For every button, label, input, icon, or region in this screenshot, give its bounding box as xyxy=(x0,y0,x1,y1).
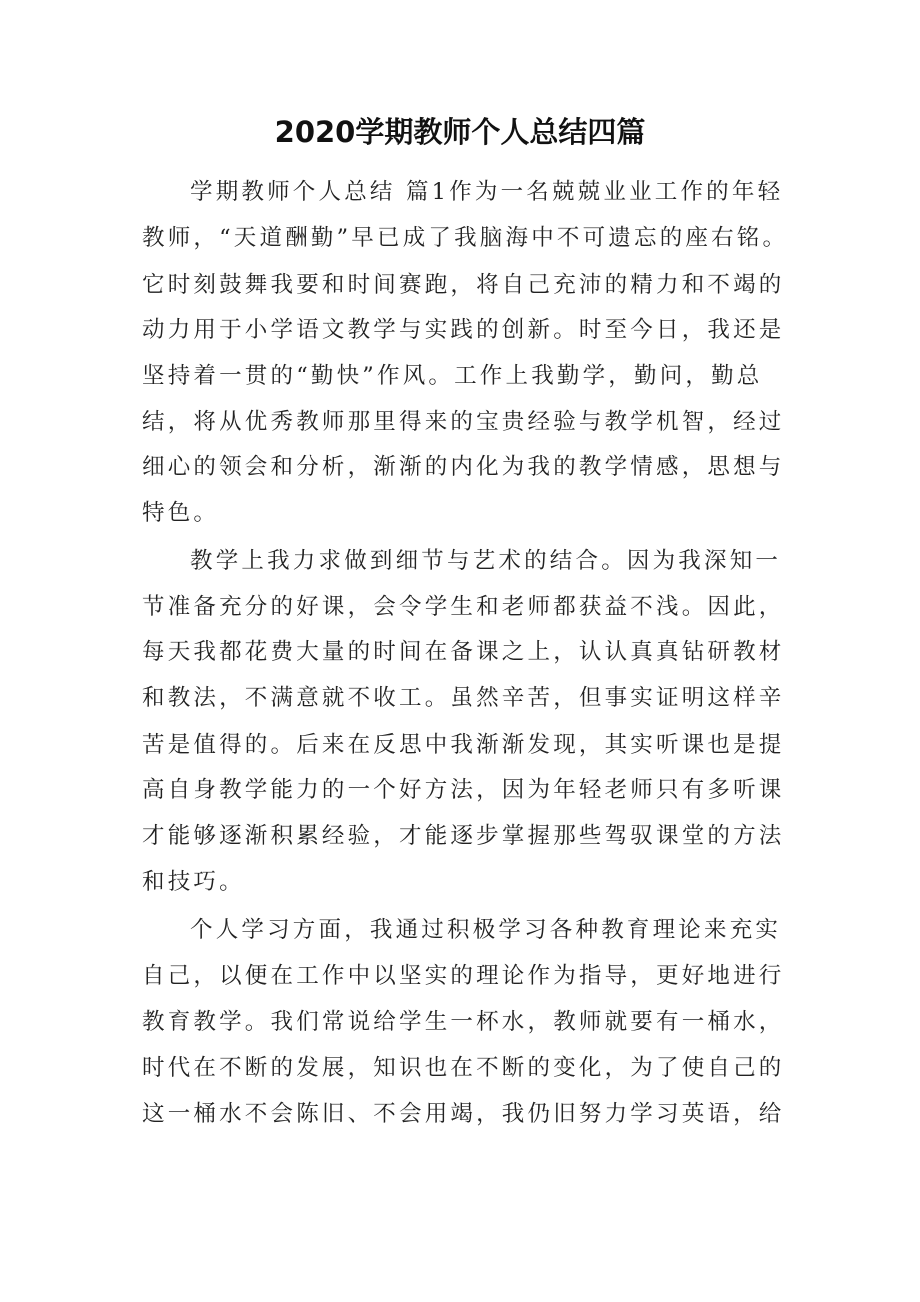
paragraph-3-line-5: 这一桶水不会陈旧、不会用竭，我仍旧努力学习英语，给 xyxy=(142,1101,785,1127)
paragraph-1-line-8: 特色。 xyxy=(142,500,220,526)
paragraph-2-line-1: 教学上我力求做到细节与艺术的结合。因为我深知一 xyxy=(190,548,782,574)
paragraph-3-line-1: 个人学习方面，我通过积极学习各种教育理论来充实 xyxy=(190,917,782,943)
paragraph-2-line-6: 高自身教学能力的一个好方法，因为年轻老师只有多听课 xyxy=(142,777,785,803)
paragraph-1-line-4: 动力用于小学语文教学与实践的创新。时至今日，我还是 xyxy=(142,317,785,343)
paragraph-2-line-3: 每天我都花费大量的时间在备课之上，认认真真钻研教材 xyxy=(142,639,785,665)
paragraph-1-line-1: 学期教师个人总结 篇1作为一名兢兢业业工作的年轻 xyxy=(190,179,784,205)
paragraph-3-line-2: 自己，以便在工作中以坚实的理论作为指导，更好地进行 xyxy=(142,963,785,989)
document-title: 2020学期教师个人总结四篇 xyxy=(274,115,646,149)
paragraph-1-line-6: 结，将从优秀教师那里得来的宝贵经验与教学机智，经过 xyxy=(142,409,785,435)
paragraph-3-line-3: 教育教学。我们常说给学生一杯水，教师就要有一桶水， xyxy=(142,1009,785,1035)
paragraph-2-line-2: 节准备充分的好课，会令学生和老师都获益不浅。因此， xyxy=(142,594,785,620)
paragraph-2-line-8: 和技巧。 xyxy=(142,869,245,895)
paragraph-2-line-7: 才能够逐渐积累经验，才能逐步掌握那些驾驭课堂的方法 xyxy=(142,823,785,849)
paragraph-1-line-2: 教师，“天道酬勤”早已成了我脑海中不可遗忘的座右铭。 xyxy=(142,225,789,251)
paragraph-2-line-5: 苦是值得的。后来在反思中我渐渐发现，其实听课也是提 xyxy=(142,732,785,758)
paragraph-1-line-3: 它时刻鼓舞我要和时间赛跑，将自己充沛的精力和不竭的 xyxy=(142,272,785,298)
paragraph-3-line-4: 时代在不断的发展，知识也在不断的变化，为了使自己的 xyxy=(142,1055,785,1081)
paragraph-1-line-5: 坚持着一贯的“勤快”作风。工作上我勤学，勤问，勤总 xyxy=(142,363,763,389)
paragraph-1-line-7: 细心的领会和分析，渐渐的内化为我的教学情感，思想与 xyxy=(142,454,785,480)
paragraph-2-line-4: 和教法，不满意就不收工。虽然辛苦，但事实证明这样辛 xyxy=(142,685,785,711)
